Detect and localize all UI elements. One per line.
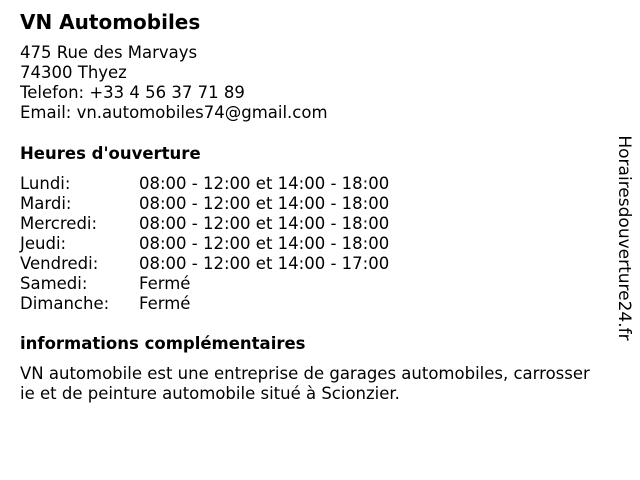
time-range: 08:00 - 12:00 et 14:00 - 18:00 (139, 194, 390, 213)
business-name: VN Automobiles (20, 10, 201, 34)
address-city: 74300 Thyez (20, 63, 127, 82)
time-range: 08:00 - 12:00 et 14:00 - 18:00 (139, 174, 390, 193)
time-range: 08:00 - 12:00 et 14:00 - 17:00 (139, 254, 390, 273)
day-label: Lundi: (20, 174, 71, 193)
hours-row-dimanche (20, 294, 440, 314)
day-label: Dimanche: (20, 294, 110, 313)
additional-info-heading: informations complémentaires (20, 334, 306, 353)
time-range: 08:00 - 12:00 et 14:00 - 18:00 (139, 234, 390, 253)
additional-info-line: VN automobile est une entreprise de garages automobiles, carrosser (20, 364, 590, 383)
phone-number: Telefon: +33 4 56 37 71 89 (20, 83, 245, 102)
opening-hours-heading: Heures d'ouverture (20, 144, 201, 163)
hours-row-samedi (20, 274, 440, 294)
day-label: Jeudi: (20, 234, 67, 253)
address-street: 475 Rue des Marvays (20, 43, 198, 62)
day-label: Mercredi: (20, 214, 98, 233)
email-address: Email: vn.automobiles74@gmail.com (20, 103, 328, 122)
hours-row-jeudi (20, 234, 440, 254)
time-range: Fermé (139, 274, 191, 293)
day-label: Mardi: (20, 194, 72, 213)
hours-row-mercredi (20, 214, 440, 234)
hours-row-vendredi (20, 254, 440, 274)
site-watermark: Horairesdouverture24.fr (614, 135, 634, 341)
hours-row-lundi (20, 174, 440, 194)
day-label: Samedi: (20, 274, 88, 293)
day-label: Vendredi: (20, 254, 99, 273)
hours-row-mardi (20, 194, 440, 214)
time-range: Fermé (139, 294, 191, 313)
time-range: 08:00 - 12:00 et 14:00 - 18:00 (139, 214, 390, 233)
additional-info-text (20, 364, 620, 404)
additional-info-line: ie et de peinture automobile situé à Scionzier. (20, 384, 400, 403)
